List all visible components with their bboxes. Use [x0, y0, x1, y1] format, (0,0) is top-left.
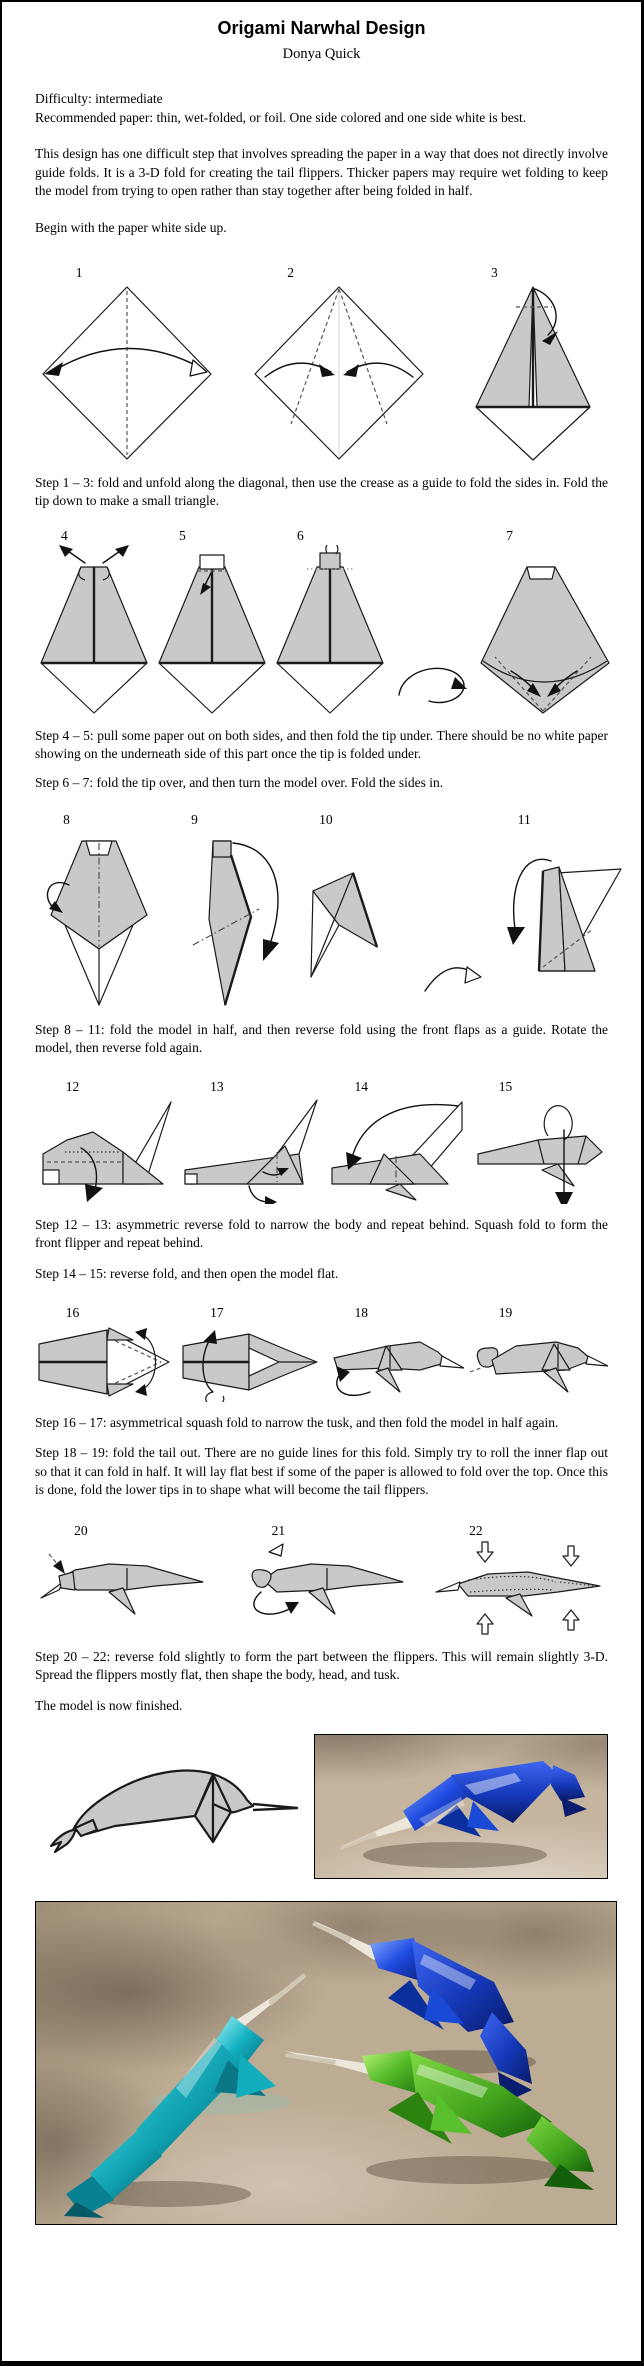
- step-12-figure: [35, 1078, 175, 1204]
- page-title: Origami Narwhal Design: [217, 18, 426, 38]
- step-22-diagram: [430, 1540, 608, 1636]
- step-15-diagram: [468, 1096, 608, 1204]
- step-2-diagram: [247, 282, 432, 462]
- step-number: 15: [498, 1078, 513, 1094]
- step-14-diagram: [324, 1096, 464, 1204]
- three-narwhals-photo-art: [36, 1902, 616, 2224]
- spread-arrow-down-icon: [477, 1542, 493, 1562]
- caption-step-8-11: Step 8 – 11: fold the model in half, and then reverse fold using the front flaps as a guide. Rotate the model, then reverse fold again.: [35, 1021, 608, 1056]
- step-2-figure: [247, 264, 432, 462]
- step-18-figure: [324, 1304, 464, 1402]
- figure-row-20-22: [35, 1522, 608, 1636]
- step-number: 3: [491, 264, 498, 280]
- step-20-diagram: [35, 1540, 213, 1636]
- caption-step-14-15: Step 14 – 15: reverse fold, and then open the model flat.: [35, 1265, 339, 1281]
- step-19-figure: [468, 1304, 608, 1402]
- blue-narwhal-photo-art: [315, 1735, 607, 1878]
- difficulty-line: Difficulty: intermediate: [35, 91, 163, 106]
- photo-finished-model-blue: [314, 1734, 608, 1879]
- step-number: 11: [517, 811, 531, 827]
- step-5-diagram: [153, 545, 271, 715]
- step-6-figure: [271, 527, 389, 715]
- caption-step-12-13: Step 12 – 13: asymmetric reverse fold to narrow the body and repeat behind. Squash fold to form the front flipper and repeat behind.: [35, 1216, 608, 1251]
- step-22-figure: [430, 1522, 608, 1636]
- step-5-figure: [153, 527, 271, 715]
- caption-step-18-19: Step 18 – 19: fold the tail out. There are no guide lines for this fold. Simply try to roll the inner flap out so that it can fold in half. It will lay flat best if some of the paper is allowed to fold over the top. Once this is done, fold the lower tips in to shape what will become the tail flippers.: [35, 1445, 608, 1498]
- open-flap-icon: [269, 1544, 283, 1556]
- loop-icon: [206, 1392, 224, 1402]
- caption-step-6-7: Step 6 – 7: fold the tip over, and then turn the model over. Fold the sides in.: [35, 774, 444, 790]
- step-1-figure: [35, 264, 220, 462]
- step-9-diagram: [163, 829, 291, 1009]
- step-7-diagram: [475, 545, 617, 715]
- rotate-symbol: [419, 949, 487, 1009]
- head-arrow-icon: [253, 1592, 290, 1614]
- step-3-figure: [458, 264, 608, 462]
- step-11-figure: [487, 811, 627, 1009]
- step-number: 21: [271, 1522, 286, 1538]
- step-number: 14: [354, 1078, 368, 1094]
- step-21-diagram: [233, 1540, 411, 1636]
- step-17-figure: [179, 1304, 319, 1402]
- step-number: 1: [75, 264, 83, 280]
- figure-row-1-3: [35, 264, 608, 462]
- spread-arrow-up-icon: [563, 1610, 579, 1630]
- step-number: 22: [469, 1522, 483, 1538]
- step-19-diagram: [468, 1322, 608, 1402]
- finished-model-sketch: [35, 1734, 305, 1877]
- paper-line: Recommended paper: thin, wet-folded, or foil. One side colored and one side white is best.: [35, 109, 527, 125]
- tusk-lines: [253, 1804, 297, 1810]
- figure-row-16-19: [35, 1304, 608, 1402]
- turn-over-symbol: [389, 655, 475, 715]
- step-17-diagram: [179, 1322, 319, 1402]
- step-number: 9: [191, 811, 198, 827]
- spread-arrow-down-icon: [563, 1546, 579, 1566]
- figure-row-12-15: [35, 1078, 608, 1204]
- step-14-figure: [324, 1078, 464, 1204]
- figure-row-8-11: [35, 811, 608, 1009]
- step-11-diagram: [487, 829, 627, 1009]
- step-4-figure: [35, 527, 153, 715]
- step-1-diagram: [35, 282, 220, 462]
- step-16-figure: [35, 1304, 175, 1402]
- caption-step-4-5: Step 4 – 5: pull some paper out on both sides, and then fold the tip under. There should be no white paper showing on the underneath side of this part once the tip is folded under.: [35, 727, 608, 762]
- caption-step-20-22: Step 20 – 22: reverse fold slightly to form the part between the flippers. This will remain slightly 3-D. Spread the flippers mostly flat, then shape the body, head, and tusk.: [35, 1648, 608, 1683]
- tail-flippers: [51, 1830, 75, 1852]
- finished-model-drawing: [35, 1734, 305, 1877]
- spread-arrow-up-icon: [477, 1614, 493, 1634]
- step-number: 2: [287, 264, 294, 280]
- step-15-figure: [468, 1078, 608, 1204]
- step-number: 18: [354, 1304, 368, 1320]
- intro-note: This design has one difficult step that involves spreading the paper in a way that does not directly involve guide folds. It is a 3-D fold for creating the tail flippers. Thicker papers may require wet folding to keep the model from trying to open rather than stay together after being folded in half.: [35, 146, 608, 199]
- begin-line: Begin with the paper white side up.: [35, 219, 227, 235]
- step-4-diagram: [35, 545, 153, 715]
- finished-model-row: [35, 1734, 608, 1879]
- rotate-arrow-icon: [419, 949, 487, 1009]
- photo-three-narwhals: [35, 1901, 617, 2225]
- open-loop-icon: [544, 1105, 572, 1139]
- step-number: 5: [178, 527, 186, 543]
- turn-over-arrow-icon: [389, 655, 475, 715]
- step-number: 7: [506, 527, 513, 543]
- step-3-diagram: [458, 282, 608, 462]
- finished-line: The model is now finished.: [35, 1698, 183, 1714]
- step-12-diagram: [35, 1096, 175, 1204]
- step-number: 19: [498, 1304, 513, 1320]
- step-8-figure: [35, 811, 163, 1009]
- step-number: 20: [74, 1522, 88, 1538]
- step-20-figure: [35, 1522, 213, 1636]
- step-8-diagram: [35, 829, 163, 1009]
- step-13-diagram: [179, 1096, 319, 1204]
- step-7-figure: [475, 527, 617, 715]
- step-9-figure: [163, 811, 291, 1009]
- step-number: 4: [60, 527, 68, 543]
- step-number: 8: [63, 811, 70, 827]
- step-number: 16: [65, 1304, 80, 1320]
- caption-step-16-17: Step 16 – 17: asymmetrical squash fold to narrow the tusk, and then fold the model in half again.: [35, 1414, 559, 1430]
- step-number: 12: [65, 1078, 80, 1094]
- step-number: 13: [210, 1078, 224, 1094]
- step-10-diagram: [291, 829, 419, 1009]
- step-number: 17: [210, 1304, 224, 1320]
- author: Donya Quick: [282, 46, 361, 62]
- step-number: 6: [296, 527, 304, 543]
- step-21-figure: [233, 1522, 411, 1636]
- head-fold-arrow-icon: [53, 1560, 65, 1574]
- step-10-figure: [291, 811, 419, 1009]
- step-number: 10: [319, 811, 333, 827]
- step-13-figure: [179, 1078, 319, 1204]
- step-16-diagram: [35, 1322, 175, 1402]
- step-18-diagram: [324, 1322, 464, 1402]
- step-6-diagram: [271, 545, 389, 715]
- caption-step-1-3: Step 1 – 3: fold and unfold along the diagonal, then use the crease as a guide to fold the sides in. Fold the tip down to make a small triangle.: [35, 474, 608, 509]
- figure-row-4-7: [35, 527, 608, 715]
